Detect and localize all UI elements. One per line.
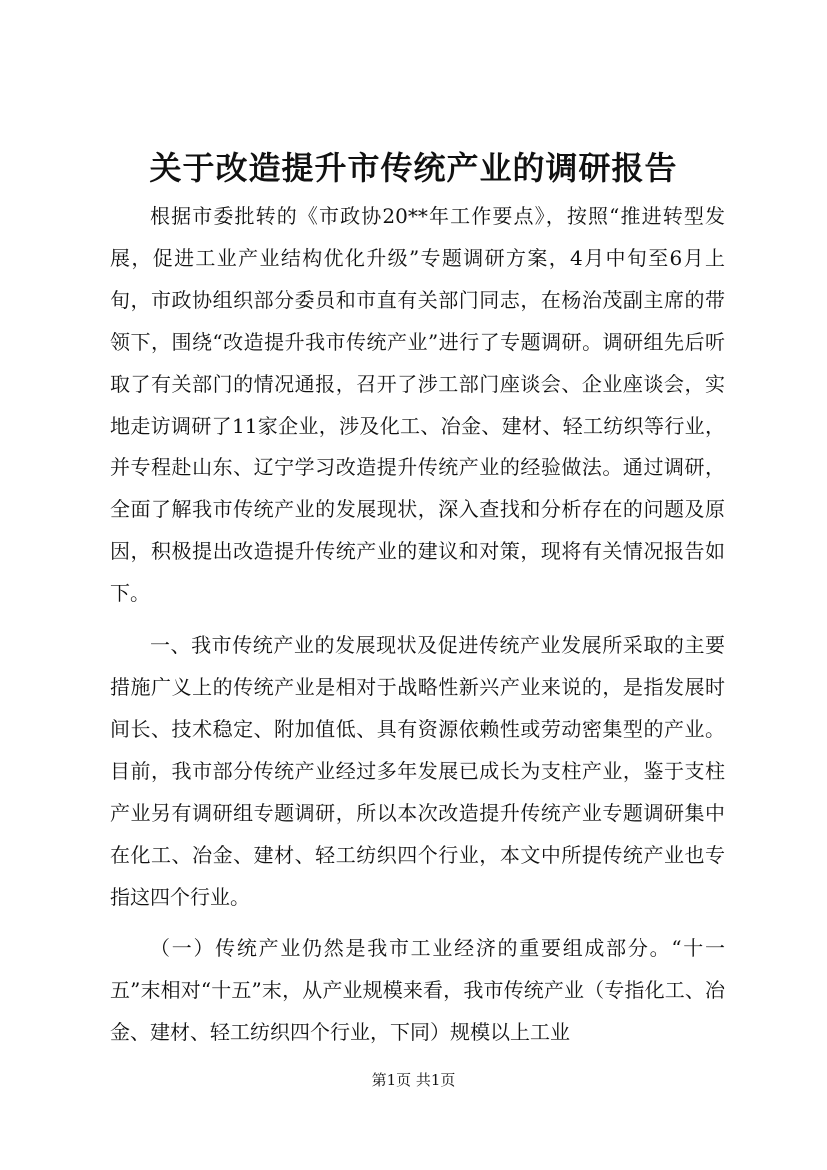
paragraph-intro: 根据市委批转的《市政协20**年工作要点》，按照“推进转型发展，促进工业产业结构优化升级”专题调研方案，4月中旬至6月上旬，市政协组织部分委员和市直有关部门同志，在杨治茂副主席的带领下，围绕“改造提升我市传统产业”进行了专题调研。调研组先后听取了有关部门的情况通报，召开了涉工部门座谈会、企业座谈会，实地走访调研了11家企业，涉及化工、冶金、建材、轻工纺织等行业，并专程赴山东、辽宁学习改造提升传统产业的经验做法。通过调研，全面了解我市传统产业的发展现状，深入查找和分析存在的问题及原因，积极提出改造提升传统产业的建议和对策，现将有关情况报告如下。 — [110, 204, 725, 606]
paragraph-section-one: 一、我市传统产业的发展现状及促进传统产业发展所采取的主要措施广义上的传统产业是相对于战略性新兴产业来说的，是指发展时间长、技术稳定、附加值低、具有资源依赖性或劳动密集型的产业。目前，我市部分传统产业经过多年发展已成长为支柱产业，鉴于支柱产业另有调研组专题调研，所以本次改造提升传统产业专题调研集中在化工、冶金、建材、轻工纺织四个行业，本文中所提传统产业也专指这四个行业。 — [110, 633, 725, 909]
page-number-footer: 第1页 共1页 — [371, 1071, 456, 1089]
paragraph-subsection-one: （一）传统产业仍然是我市工业经济的重要组成部分。“十一五”末相对“十五”末，从产业规模来看，我市传统产业（专指化工、冶金、建材、轻工纺织四个行业，下同）规模以上工业 — [110, 936, 725, 1045]
document-title: 关于改造提升市传统产业的调研报告 — [149, 149, 678, 187]
document-body — [110, 196, 725, 1054]
